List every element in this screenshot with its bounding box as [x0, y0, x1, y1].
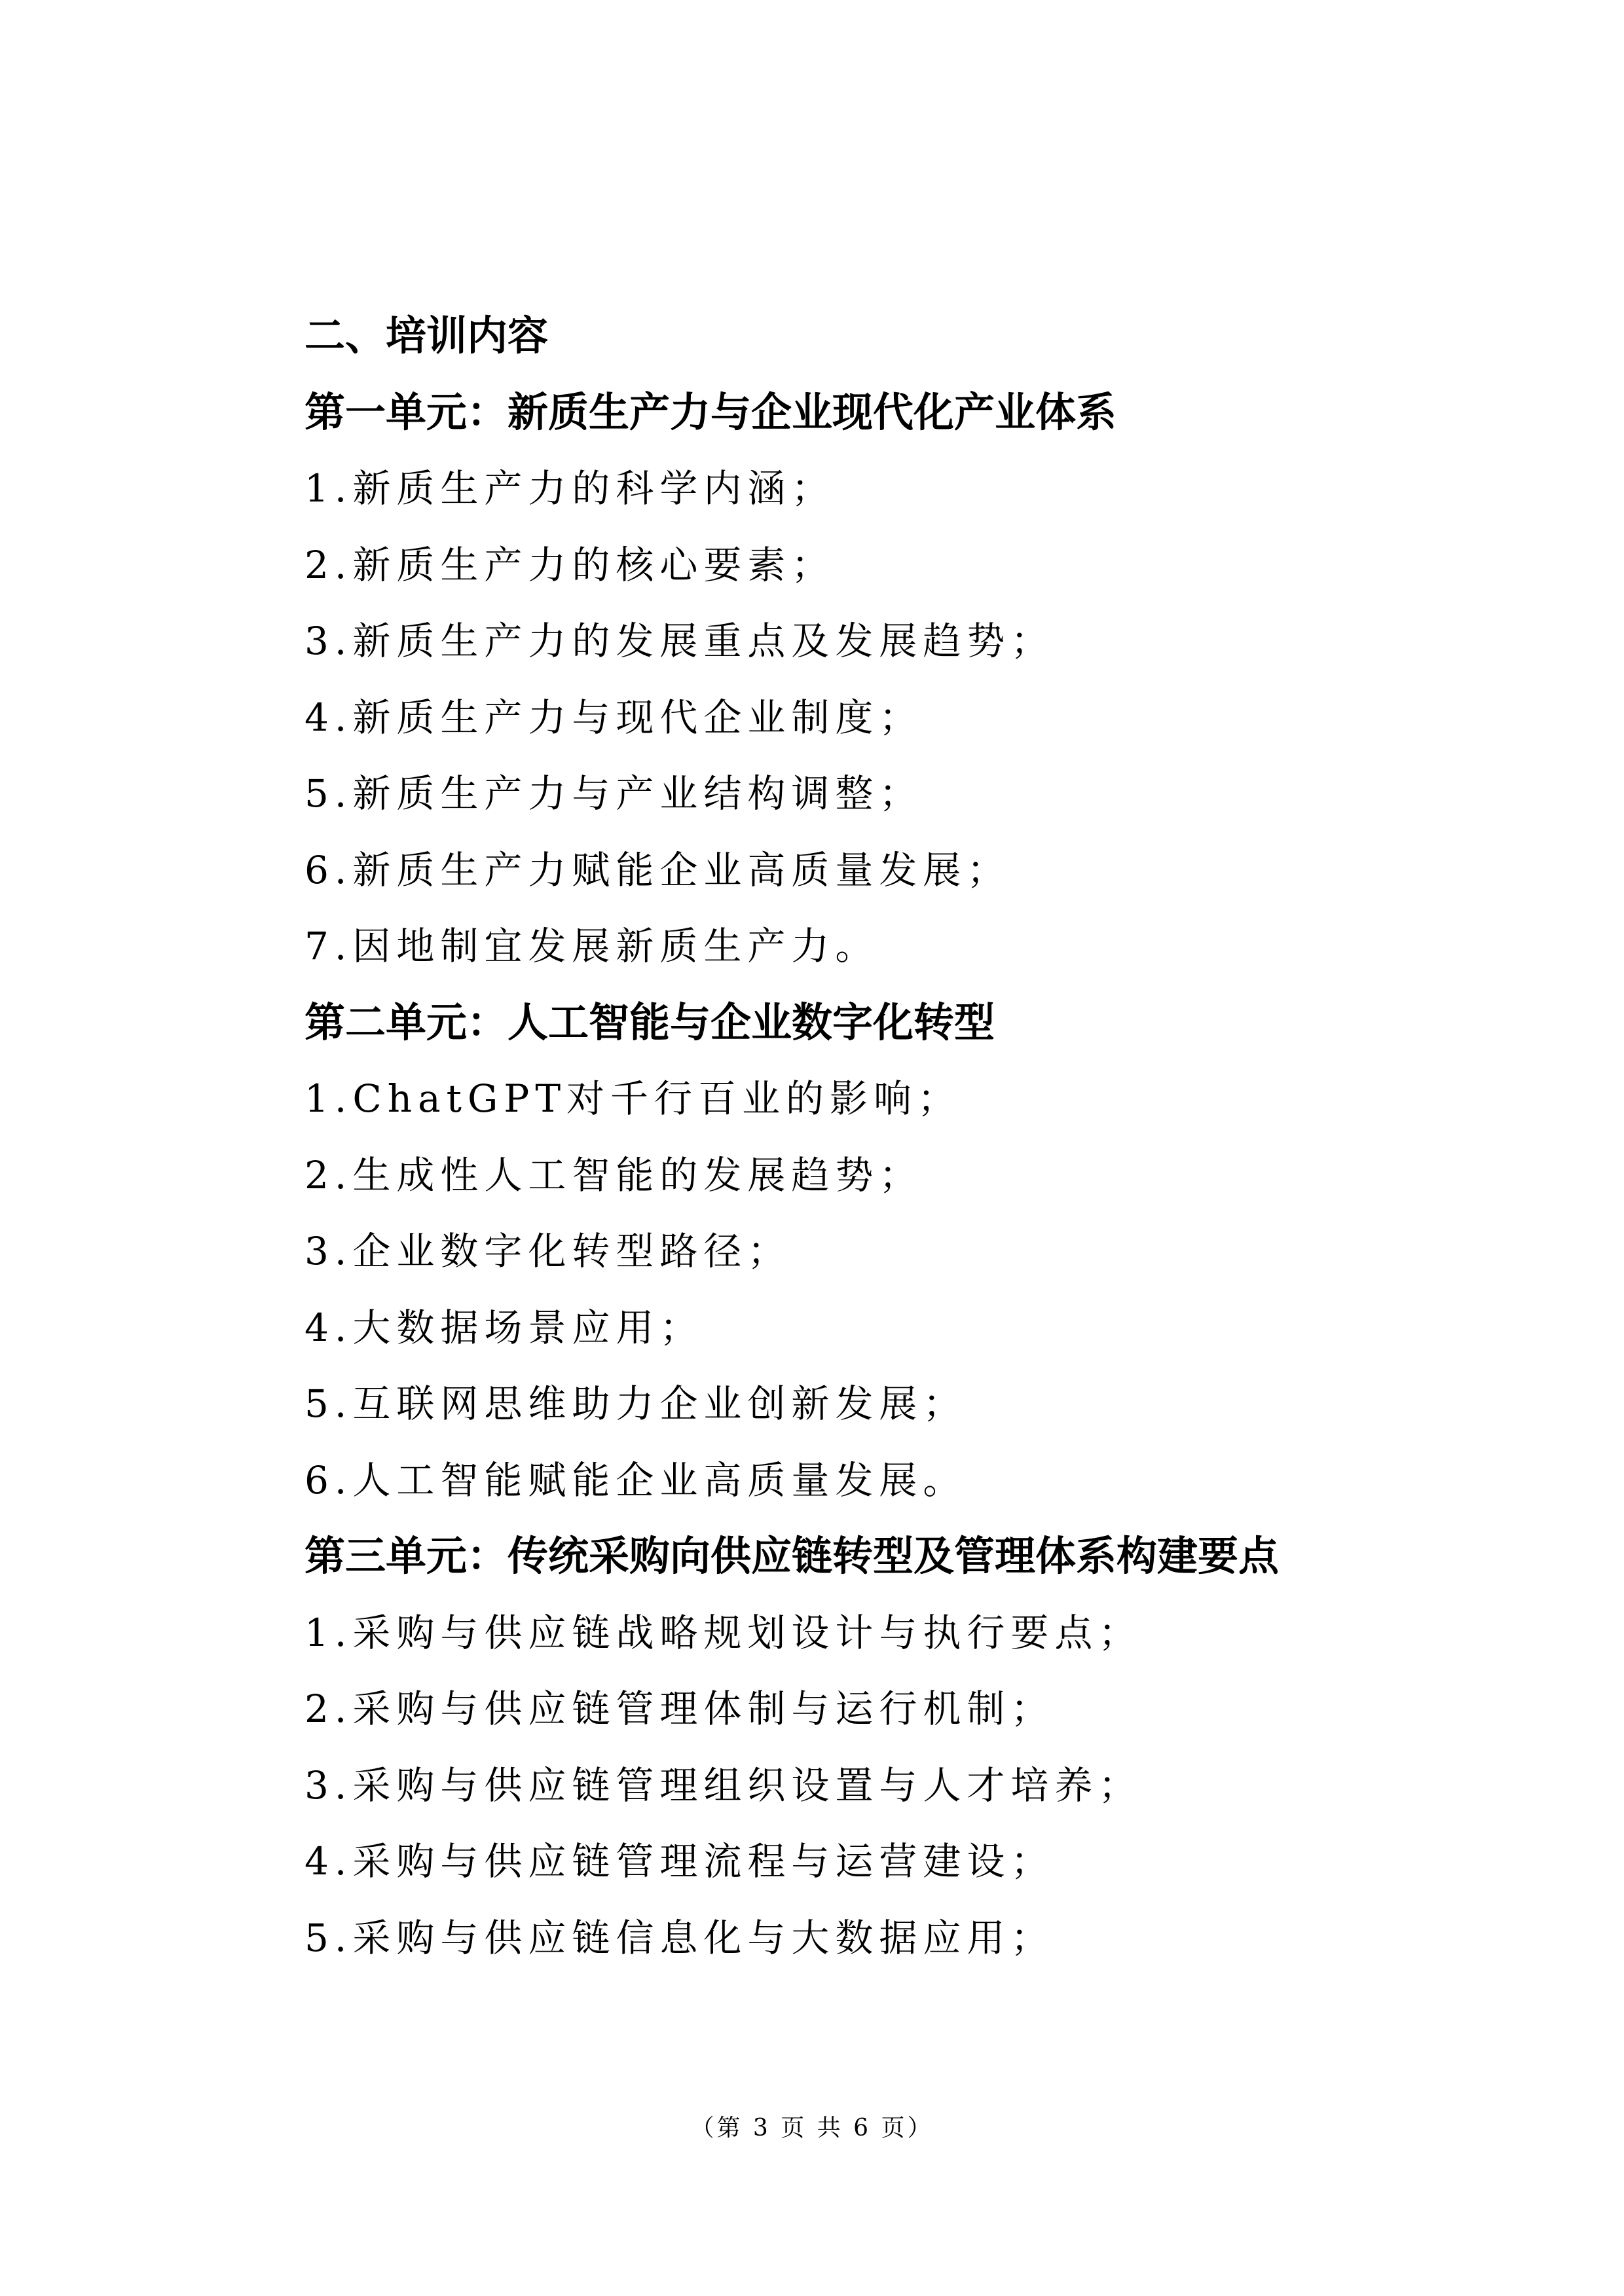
list-item: 4.大数据场景应用； [304, 1305, 704, 1350]
unit-3-title: 第三单元：传统采购向供应链转型及管理体系构建要点 [304, 1532, 1280, 1580]
unit-1-title: 第一单元：新质生产力与企业现代化产业体系 [304, 388, 1117, 436]
list-item: 7.因地制宜发展新质生产力。 [304, 924, 879, 968]
list-item: 3.企业数字化转型路径； [304, 1229, 792, 1273]
list-item: 1.ChatGPT对千行百业的影响； [304, 1076, 962, 1121]
list-item: 6.新质生产力赋能企业高质量发展； [304, 847, 1011, 892]
list-item: 2.生成性人工智能的发展趋势； [304, 1152, 923, 1197]
list-item: 6.人工智能赋能企业高质量发展。 [304, 1457, 967, 1503]
list-item: 2.采购与供应链管理体制与运行机制； [304, 1686, 1055, 1731]
list-item: 5.采购与供应链信息化与大数据应用； [304, 1915, 1055, 1960]
list-item: 4.采购与供应链管理流程与运营建设； [304, 1839, 1055, 1884]
list-item: 2.新质生产力的核心要素； [304, 542, 836, 587]
document-body [304, 298, 1418, 1976]
list-item: 3.新质生产力的发展重点及发展趋势； [304, 619, 1055, 663]
list-item: 1.新质生产力的科学内涵； [304, 466, 836, 511]
list-item: 5.新质生产力与产业结构调整； [304, 771, 923, 816]
unit-2-title: 第二单元：人工智能与企业数字化转型 [304, 998, 995, 1046]
list-item: 5.互联网思维助力企业创新发展； [304, 1381, 967, 1426]
section-title: 二、培训内容 [304, 312, 549, 359]
list-item: 1.采购与供应链战略规划设计与执行要点； [304, 1610, 1143, 1655]
list-item: 4.新质生产力与现代企业制度； [304, 695, 923, 740]
page-number-footer: （第 3 页 共 6 页） [690, 2115, 934, 2141]
list-item: 3.采购与供应链管理组织设置与人才培养； [304, 1762, 1143, 1808]
